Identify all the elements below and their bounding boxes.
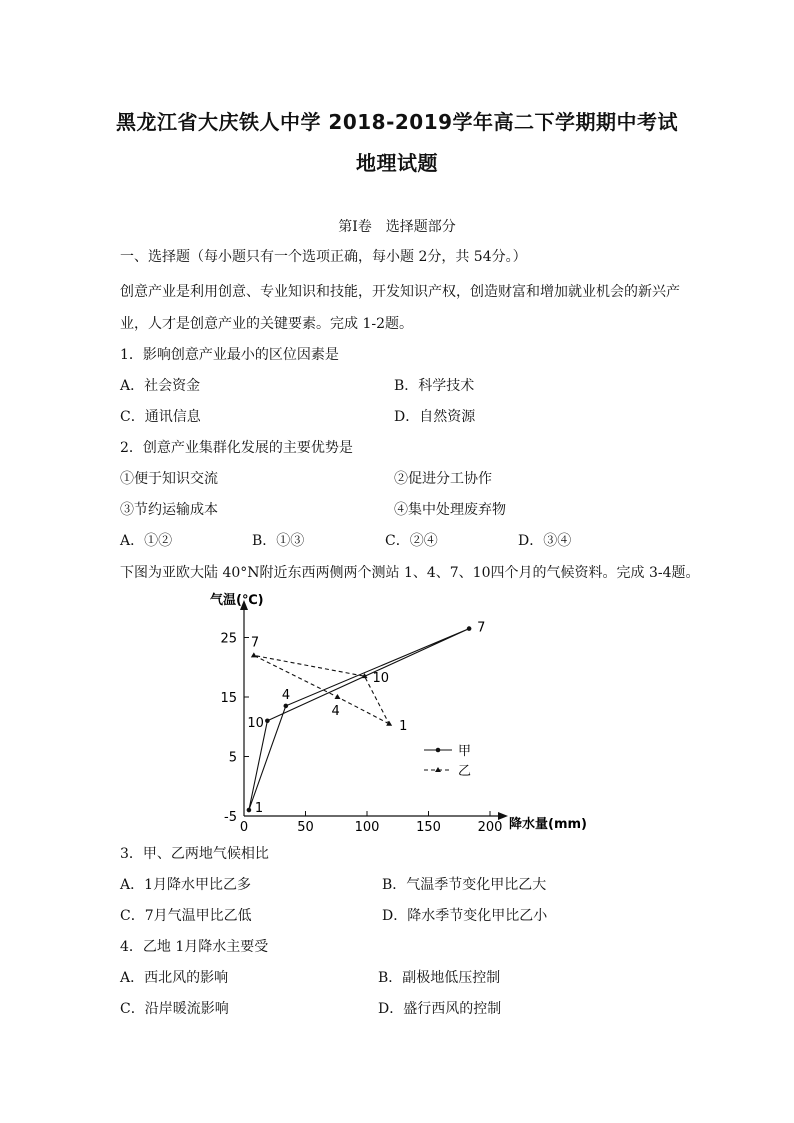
data-point-marker	[284, 704, 289, 709]
q1-option-c: C．通讯信息	[120, 409, 201, 425]
q2-item-4: ④集中处理废弃物	[394, 502, 506, 518]
q2-option-c: C．②④	[385, 533, 438, 549]
data-point-marker	[247, 808, 252, 813]
x-tick-label: 100	[354, 820, 380, 835]
chart-legend	[424, 744, 471, 779]
data-point-label: 4	[281, 687, 291, 703]
q4-option-c: C．沿岸暖流影响	[120, 1001, 229, 1017]
q2-option-b: B．①③	[252, 533, 305, 549]
data-point-label: 1	[399, 718, 408, 734]
section-heading: 第Ⅰ卷 选择题部分	[338, 219, 456, 235]
legend-marker	[436, 748, 441, 753]
data-point-marker	[467, 626, 472, 631]
q2-option-a: A．①②	[120, 533, 173, 549]
x-axis-label: 降水量(mm)	[509, 817, 587, 832]
series-line-2	[254, 655, 389, 723]
x-tick-label: 150	[416, 820, 441, 835]
q3-stem: 3．甲、乙两地气候相比	[120, 846, 269, 862]
q3-option-a: A．1月降水甲比乙多	[120, 877, 252, 893]
intro1-line1: 创意产业是利用创意、专业知识和技能，开发知识产权，创造财富和增加就业机会的新兴产	[120, 284, 680, 300]
q1-option-b: B．科学技术	[394, 378, 475, 394]
data-point-label: 1	[254, 801, 264, 817]
data-point-marker	[334, 694, 340, 699]
q3-option-d: D．降水季节变化甲比乙小	[382, 908, 548, 924]
data-point-label: 7	[250, 635, 260, 651]
q4-option-a: A．西北风的影响	[120, 970, 229, 986]
q4-stem: 4．乙地 1月降水主要受	[120, 939, 269, 955]
legend-label: 甲	[458, 744, 472, 759]
q2-item-3: ③节约运输成本	[120, 502, 218, 518]
q3-option-c: C．7月气温甲比乙低	[120, 908, 252, 924]
q1-stem: 1．影响创意产业最小的区位因素是	[120, 347, 339, 363]
q2-item-1: ①便于知识交流	[120, 471, 218, 487]
x-tick-label: 50	[297, 820, 314, 835]
q1-option-a: A．社会资金	[120, 378, 201, 394]
legend-label: 乙	[458, 764, 472, 779]
x-tick-label: 200	[477, 820, 503, 835]
data-point-label: 10	[247, 715, 264, 731]
part1-header: 一、选择题（每小题只有一个选项正确，每小题 2分，共 54分。）	[120, 249, 527, 265]
document-title-line1: 黑龙江省大庆铁人中学 2018-2019学年高二下学期期中考试	[115, 110, 679, 134]
document-title-line2: 地理试题	[356, 151, 438, 175]
data-point-marker	[265, 719, 270, 724]
y-tick-label: 15	[220, 691, 237, 706]
q2-item-2: ②促进分工协作	[394, 471, 492, 487]
y-axis-label: 气温(℃)	[210, 593, 264, 608]
x-axis-arrow	[498, 812, 508, 820]
q2-option-d: D．③④	[518, 533, 572, 549]
x-tick-label: 0	[239, 820, 249, 835]
climate-chart	[200, 585, 600, 835]
q1-option-d: D．自然资源	[394, 409, 476, 425]
q4-option-b: B．副极地低压控制	[378, 970, 501, 986]
intro2: 下图为亚欧大陆 40°N附近东西两侧两个测站 1、4、7、10四个月的气候资料。完成 3-4题。	[120, 565, 700, 581]
q4-option-d: D．盛行西风的控制	[378, 1001, 502, 1017]
series-line-1	[249, 629, 472, 810]
q3-option-b: B．气温季节变化甲比乙大	[382, 877, 547, 893]
data-point-marker	[251, 652, 257, 657]
intro1-line2: 业，人才是创意产业的关键要素。完成 1-2题。	[120, 316, 413, 332]
chart-axes	[210, 592, 587, 835]
chart-series	[247, 621, 486, 816]
y-tick-label: 5	[228, 750, 237, 766]
y-tick-label: -5	[224, 810, 237, 825]
data-point-label: 7	[477, 620, 486, 636]
y-tick-label: 25	[220, 631, 237, 647]
data-point-label: 10	[372, 671, 390, 687]
data-point-label: 4	[331, 704, 340, 719]
q2-stem: 2．创意产业集群化发展的主要优势是	[120, 440, 353, 456]
